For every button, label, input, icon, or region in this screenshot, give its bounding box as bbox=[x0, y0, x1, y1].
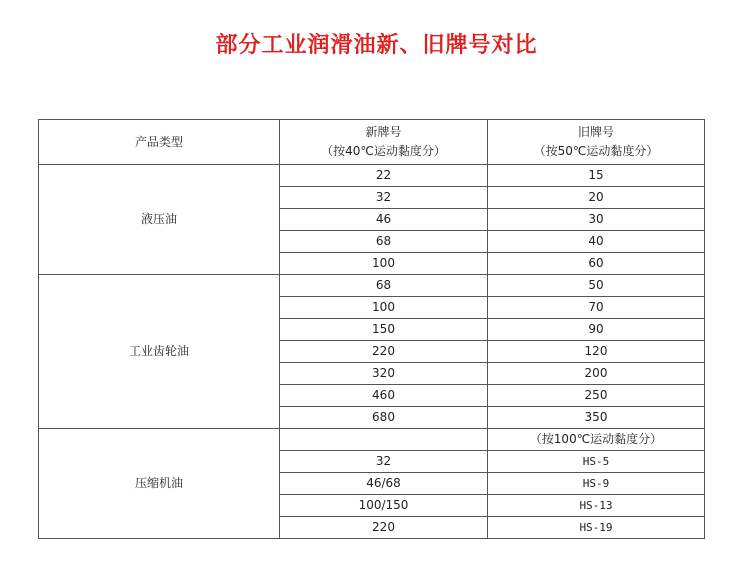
table-header-row bbox=[39, 120, 705, 165]
old-grade-cell: 120 bbox=[488, 341, 705, 363]
product-type-compressor-oil: 压缩机油 bbox=[39, 429, 280, 539]
old-grade-cell: 70 bbox=[488, 297, 705, 319]
new-grade-cell: 100 bbox=[280, 253, 488, 275]
new-grade-cell: 320 bbox=[280, 363, 488, 385]
old-grade-subheader-cell: （按100℃运动黏度分） bbox=[488, 429, 705, 451]
old-grade-cell: HS-5 bbox=[488, 451, 705, 473]
old-grade-cell: 250 bbox=[488, 385, 705, 407]
old-grade-cell: 50 bbox=[488, 275, 705, 297]
header-new-grade bbox=[280, 120, 488, 165]
new-grade-cell: 680 bbox=[280, 407, 488, 429]
new-grade-cell: 220 bbox=[280, 341, 488, 363]
old-grade-cell: HS-9 bbox=[488, 473, 705, 495]
header-new-grade-subtitle: （按40℃运动黏度分） bbox=[321, 144, 446, 158]
new-grade-cell: 46 bbox=[280, 209, 488, 231]
old-grade-cell: 350 bbox=[488, 407, 705, 429]
product-type-industrial-gear-oil: 工业齿轮油 bbox=[39, 275, 280, 429]
new-grade-cell: 32 bbox=[280, 451, 488, 473]
product-type-hydraulic-oil: 液压油 bbox=[39, 165, 280, 275]
new-grade-cell: 68 bbox=[280, 275, 488, 297]
lubricant-comparison-table bbox=[38, 119, 705, 539]
new-grade-cell: 150 bbox=[280, 319, 488, 341]
new-grade-cell: 68 bbox=[280, 231, 488, 253]
new-grade-cell: 32 bbox=[280, 187, 488, 209]
old-grade-cell: 20 bbox=[488, 187, 705, 209]
old-grade-cell: HS-13 bbox=[488, 495, 705, 517]
new-grade-cell: 22 bbox=[280, 165, 488, 187]
new-grade-cell: 220 bbox=[280, 517, 488, 539]
table-row bbox=[39, 429, 705, 451]
new-grade-cell bbox=[280, 429, 488, 451]
header-new-grade-title: 新牌号 bbox=[365, 125, 402, 139]
table-row bbox=[39, 165, 705, 187]
old-grade-cell: 200 bbox=[488, 363, 705, 385]
header-product-type: 产品类型 bbox=[39, 120, 280, 165]
old-grade-cell: 40 bbox=[488, 231, 705, 253]
old-grade-cell: 15 bbox=[488, 165, 705, 187]
new-grade-cell: 100 bbox=[280, 297, 488, 319]
header-old-grade bbox=[488, 120, 705, 165]
header-old-grade-subtitle: （按50℃运动黏度分） bbox=[533, 144, 659, 158]
new-grade-cell: 46/68 bbox=[280, 473, 488, 495]
old-grade-cell: HS-19 bbox=[488, 517, 705, 539]
new-grade-cell: 460 bbox=[280, 385, 488, 407]
table-row bbox=[39, 275, 705, 297]
page-title: 部分工业润滑油新、旧牌号对比 bbox=[215, 33, 538, 58]
old-grade-cell: 30 bbox=[488, 209, 705, 231]
new-grade-cell: 100/150 bbox=[280, 495, 488, 517]
old-grade-cell: 60 bbox=[488, 253, 705, 275]
old-grade-cell: 90 bbox=[488, 319, 705, 341]
header-old-grade-title: 旧牌号 bbox=[577, 125, 614, 139]
